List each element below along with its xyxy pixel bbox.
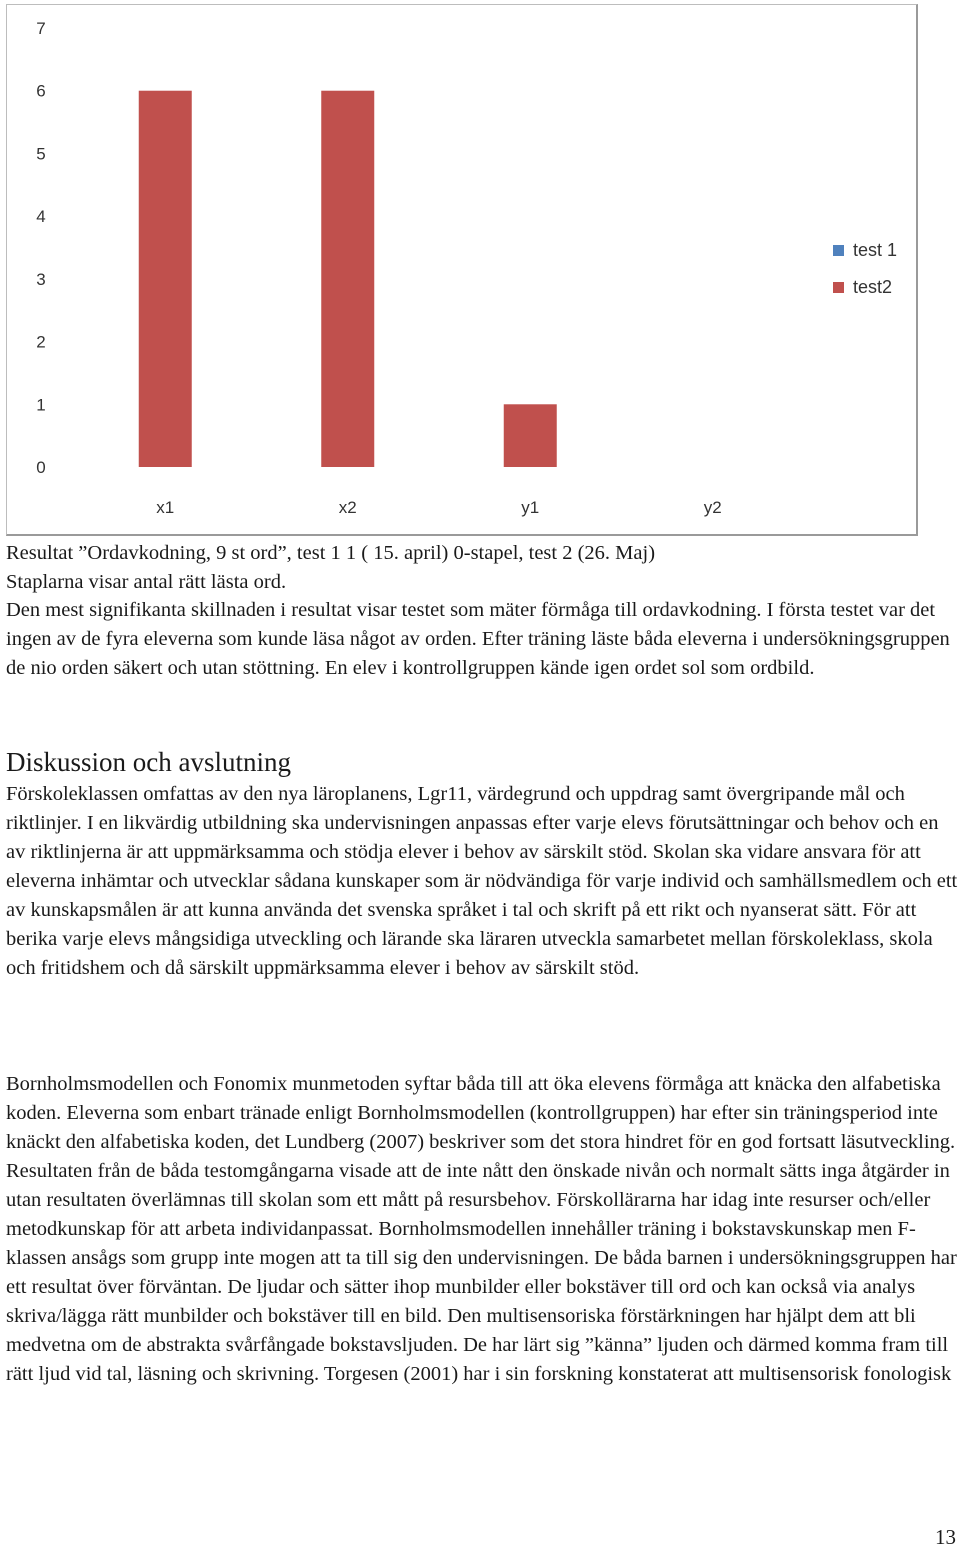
chart-frame — [6, 4, 918, 536]
x-tick-label: x1 — [156, 498, 175, 517]
caption-line-2: Staplarna visar antal rätt lästa ord. — [6, 571, 287, 593]
legend-label: test 1 — [853, 240, 898, 260]
bar-test2 — [139, 91, 192, 467]
y-tick-label: 7 — [36, 19, 46, 38]
legend-swatch — [833, 245, 844, 256]
discussion-paragraph-2: Bornholmsmodellen och Fonomix munmetoden syftar båda till att öka elevens förmåga att knäcka den alfabetiska koden. Eleverna som enbart tränade enligt Bornholmsmodellen (kontrollgruppen) har efter sin träningsperiod inte knäckt den alfabetiska koden, det Lundberg (2007) beskriver som det stora hindret för en god fortsatt läsutveckling. Resultaten från de båda testomgångarna visade att de inte nått den önskade nivån och normalt sätts inga åtgärder in utan resultaten överlämnas till skolan som ett mått på resursbehov. Förskollärarna har idag inte resurser och/eller metodkunskap för att arbeta individanpassat. Bornholmsmodellen innehåller träning i bokstavskunskap men F-klassen ansågs som grupp inte mogen att ta till sig den undervisningen. De båda barnen i undersökningsgruppen har ett resultat över förväntan. De ljudar och sätter ihop munbilder eller bokstäver till ord och kan också via analys skriva/lägga rätt munbilder och bokstäver till en bild. Den multisensoriska förstärkningen har hjälpt dem att bli medvetna om de abstrakta svårfångade bokstavsljuden. De har lärt sig ”känna” ljuden och därmed komma fram till rätt ljud vid tal, läsning och skrivning. Torgesen (2001) har i sin forskning konstaterat att multisensorisk fonologisk — [6, 1073, 957, 1385]
page-number: 13 — [935, 1525, 956, 1549]
bar-test2 — [504, 404, 557, 467]
y-tick-label: 3 — [36, 269, 46, 289]
bar-chart — [7, 5, 917, 535]
discussion-paragraph-1: Förskoleklassen omfattas av den nya läroplanens, Lgr11, värdegrund och uppdrag samt övergripande mål och riktlinjer. I en likvärdig utbildning ska undervisningen anpassas efter varje elevs förutsättningar och behov och en av riktlinjerna är att uppmärksamma och stödja elever i behov av särskilt stöd. Skolan ska vidare ansvara för att eleverna inhämtar och utvecklar sådana kunskaper som är nödvändiga för varje individ och samhällsmedlem och ett av kunskapsmålen är att kunna använda det svenska språket i tal och skrift på ett rikt och nyanserat sätt. För att berika varje elevs mångsidiga utveckling och lärande ska läraren utveckla samarbetet mellan förskoleklass, skola och fritidshem och då särskilt uppmärksamma elever i behov av särskilt stöd. — [6, 783, 958, 979]
y-tick-label: 2 — [36, 332, 46, 352]
legend-swatch — [833, 282, 844, 293]
results-paragraph: Den mest signifikanta skillnaden i resultat visar testet som mäter förmåga till ordavkodning. I första testet var det ingen av de fyra eleverna som kunde läsa något av orden. Efter träning läste båda eleverna i undersökningsgruppen de nio orden säkert och utan stöttning. En elev i kontrollgruppen kände igen ordet sol som ordbild. — [6, 599, 950, 679]
y-tick-label: 4 — [36, 207, 46, 227]
caption-line-1: Resultat ”Ordavkodning, 9 st ord”, test 1 1 ( 15. april) 0-stapel, test 2 (26. Maj) — [6, 542, 656, 564]
y-tick-label: 1 — [36, 395, 46, 415]
section-heading: Diskussion och avslutning — [6, 747, 292, 777]
y-tick-label: 6 — [36, 81, 46, 101]
x-tick-label: x2 — [338, 498, 357, 517]
y-tick-label: 0 — [36, 458, 46, 477]
x-tick-label: y2 — [703, 498, 722, 517]
figure-caption — [6, 539, 958, 597]
y-tick-label: 5 — [36, 144, 46, 164]
bar-test2 — [321, 91, 374, 467]
x-tick-label: y1 — [521, 498, 540, 517]
legend-label: test2 — [853, 277, 893, 297]
